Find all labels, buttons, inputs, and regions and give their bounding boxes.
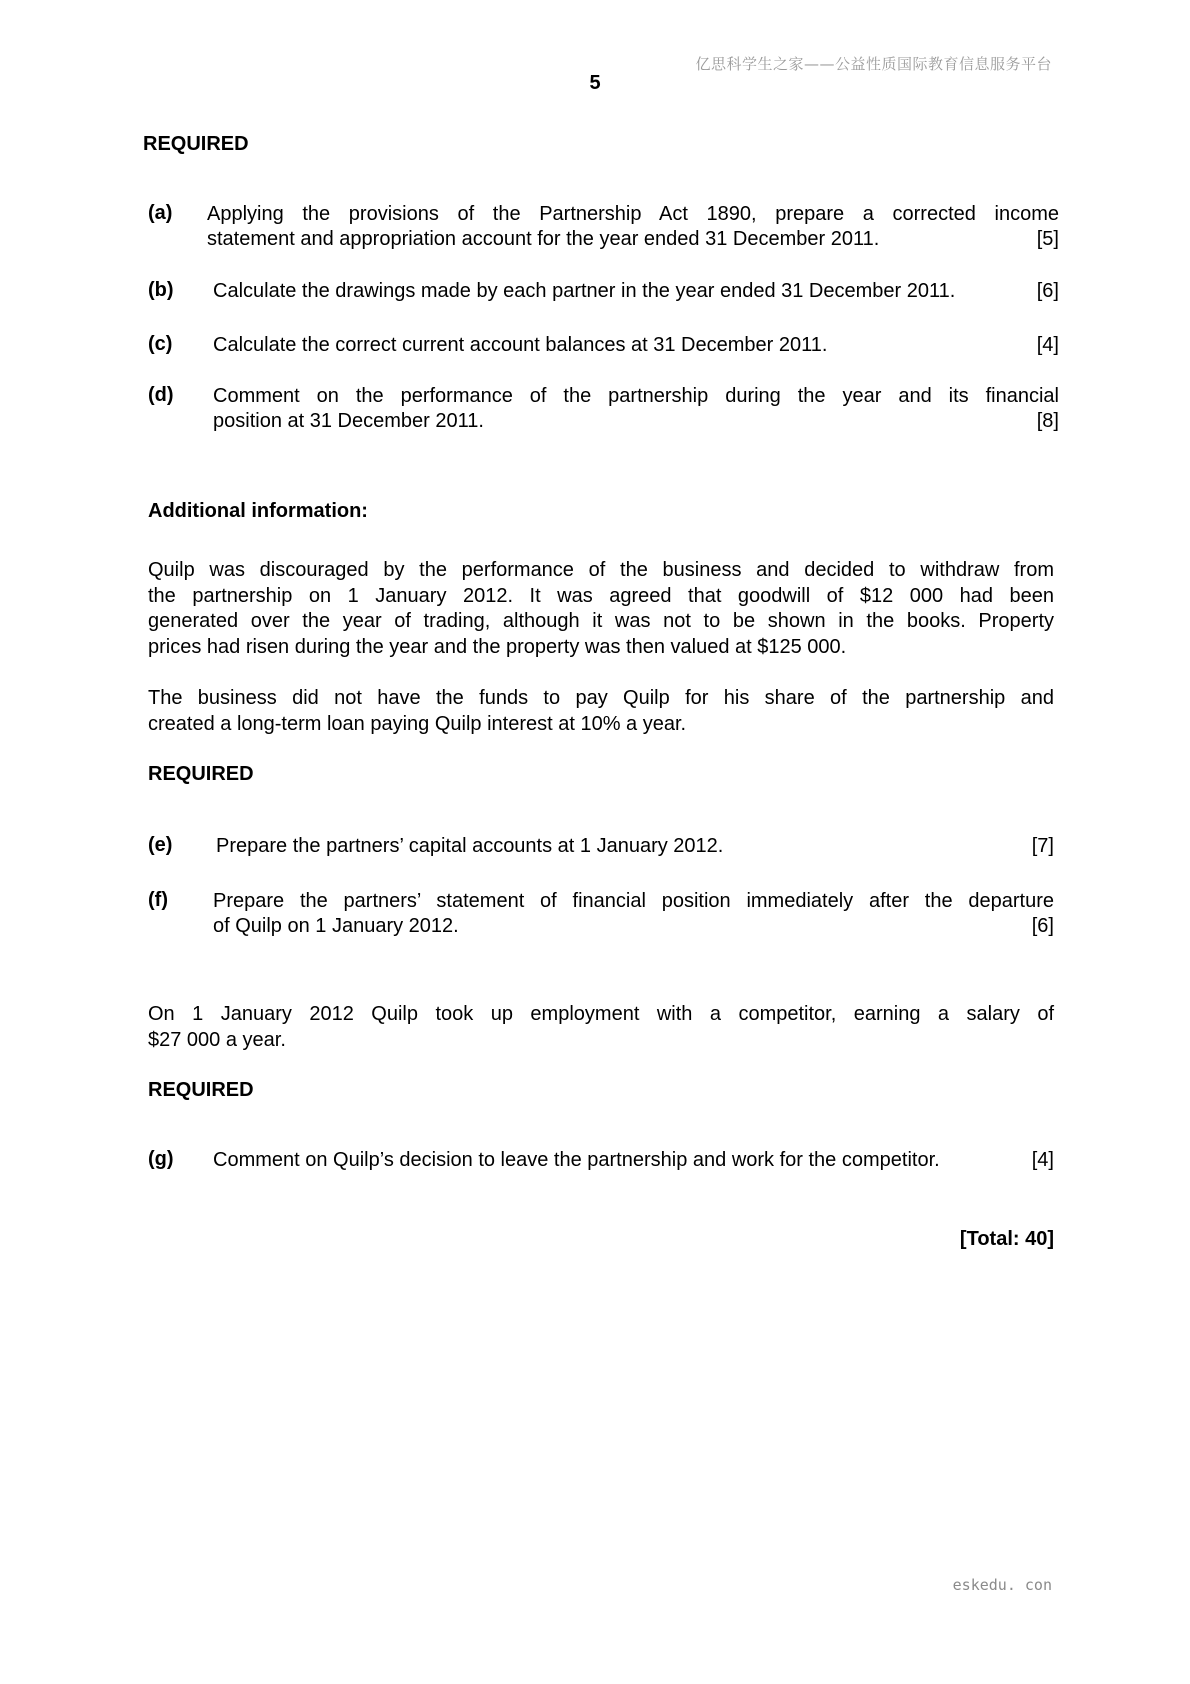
paragraph-line: prices had risen during the year and the property was then valued at $125 000. — [148, 635, 847, 658]
question-b-row — [213, 279, 1059, 304]
question-a-line1: Applying the provisions of the Partnership Act 1890, prepare a corrected income — [207, 203, 1059, 225]
question-g-row — [213, 1148, 1054, 1173]
question-a-line2: statement and appropriation account for the year ended 31 December 2011. — [207, 228, 880, 250]
paragraph-line: The business did not have the funds to pay Quilp for his share of the partnership and — [148, 687, 1054, 709]
question-e-label: (e) — [148, 834, 173, 856]
total-marks: [Total: 40] — [959, 1228, 1054, 1250]
question-d-line2: position at 31 December 2011. — [213, 410, 484, 432]
question-b-marks: [6] — [1036, 280, 1059, 302]
question-a-label: (a) — [148, 202, 173, 224]
employment-paragraph — [148, 1002, 1054, 1053]
question-a-marks: [5] — [1036, 228, 1059, 250]
section2-heading: REQUIRED — [148, 763, 254, 785]
paragraph-line: created a long-term loan paying Quilp interest at 10% a year. — [148, 712, 687, 735]
question-d-label: (d) — [148, 384, 174, 406]
question-e-text: Prepare the partners’ capital accounts at 1 January 2012. — [216, 835, 724, 857]
footer-site-text: eskedu. con — [952, 1576, 1052, 1594]
question-d-marks: [8] — [1036, 410, 1059, 432]
question-g-label: (g) — [148, 1148, 174, 1170]
paragraph-line: Quilp was discouraged by the performance of the business and decided to withdraw from — [148, 559, 1054, 581]
question-d-line1: Comment on the performance of the partnership during the year and its financial — [213, 385, 1059, 407]
paragraph-line: the partnership on 1 January 2012. It was agreed that goodwill of $12 000 had been — [148, 584, 1054, 607]
header-watermark: 亿思科学生之家——公益性质国际教育信息服务平台 — [695, 55, 1052, 73]
question-f-label: (f) — [148, 889, 168, 911]
question-g-text: Comment on Quilp’s decision to leave the partnership and work for the competitor. — [213, 1149, 940, 1171]
question-c-marks: [4] — [1036, 334, 1059, 356]
additional-info-heading: Additional information: — [148, 500, 368, 522]
question-f-line1: Prepare the partners’ statement of financial position immediately after the departure — [213, 890, 1054, 912]
question-f-marks: [6] — [1031, 915, 1054, 937]
question-f-line2: of Quilp on 1 January 2012. — [213, 915, 459, 937]
paragraph-line: $27 000 a year. — [148, 1028, 286, 1051]
additional-info-paragraph-2 — [148, 686, 1054, 737]
question-e-row — [216, 834, 1054, 859]
additional-info-paragraph-1 — [148, 558, 1054, 660]
question-g-marks: [4] — [1031, 1149, 1054, 1171]
page-number: 5 — [589, 72, 601, 94]
section1-heading: REQUIRED — [143, 133, 249, 155]
question-b-label: (b) — [148, 279, 174, 301]
question-c-label: (c) — [148, 333, 173, 355]
paragraph-line: generated over the year of trading, although it was not to be shown in the books. Property — [148, 610, 1054, 632]
question-f-row2 — [213, 914, 1054, 939]
question-d-row2 — [213, 409, 1059, 434]
question-c-text: Calculate the correct current account balances at 31 December 2011. — [213, 334, 828, 356]
question-a-row2 — [207, 227, 1059, 252]
question-e-marks: [7] — [1031, 835, 1054, 857]
section3-heading: REQUIRED — [148, 1079, 254, 1101]
question-c-row — [213, 333, 1059, 358]
question-b-text: Calculate the drawings made by each partner in the year ended 31 December 2011. — [213, 280, 956, 302]
paragraph-line: On 1 January 2012 Quilp took up employment with a competitor, earning a salary of — [148, 1003, 1054, 1025]
